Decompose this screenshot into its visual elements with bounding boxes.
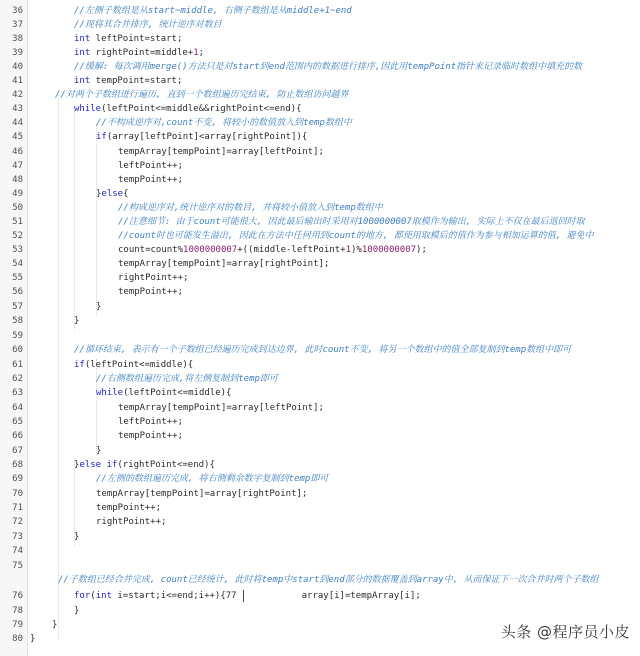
- code-line[interactable]: [118, 272, 188, 285]
- code-comment: //左侧子数组是从start~middle, 右侧子数组是从middle+1~end: [74, 6, 352, 16]
- code-comment: //缓解: 每次调用merge()方法只是对start到end范围内的数据进行排序,因此用tempPoint指针来记录临时数组中填充的数: [74, 62, 583, 72]
- code-line[interactable]: [118, 230, 594, 243]
- code-line[interactable]: [118, 146, 324, 159]
- line-number: 76: [12, 591, 23, 601]
- code-comment: //现将其合并排序, 统计逆序对数目: [74, 20, 222, 30]
- code-line[interactable]: [55, 89, 349, 102]
- code-line[interactable]: [118, 286, 183, 299]
- code-token: {: [123, 189, 129, 199]
- code-line[interactable]: [74, 344, 571, 357]
- code-token: }: [52, 620, 58, 630]
- code-line[interactable]: [118, 202, 383, 215]
- code-line[interactable]: [118, 216, 585, 229]
- code-comment: //循环结束, 表示有一个子数组已经遍历完成到达边界, 此时count不变, 将另一个数组中的值全部复制到temp数组中即可: [74, 345, 572, 355]
- code-token: );: [416, 245, 427, 255]
- code-line[interactable]: [118, 430, 183, 443]
- code-token: (leftPoint<=middle){: [123, 388, 232, 398]
- line-number: 37: [12, 20, 23, 30]
- code-token: )%: [351, 245, 362, 255]
- code-number: 1: [345, 245, 352, 255]
- code-token: [237, 591, 302, 601]
- code-token: tempArray[tempPoint]=array[leftPoint];: [118, 403, 324, 413]
- code-token: }: [74, 316, 80, 326]
- code-keyword: else: [101, 189, 124, 199]
- line-number: 67: [12, 446, 23, 456]
- code-token: tempArray[tempPoint]=array[leftPoint];: [118, 147, 324, 157]
- code-token: }: [74, 532, 80, 542]
- code-token: }: [96, 446, 102, 456]
- line-number: 73: [12, 532, 23, 542]
- line-number: 43: [12, 104, 23, 114]
- code-line[interactable]: [118, 244, 427, 257]
- code-line[interactable]: [118, 160, 183, 173]
- code-token: array[i]=tempArray[i];: [301, 591, 421, 601]
- code-token: rightPoint=middle+: [90, 48, 194, 58]
- code-line[interactable]: [96, 488, 307, 501]
- code-token: ;: [198, 48, 205, 58]
- code-token: }: [30, 634, 36, 644]
- line-number: 70: [12, 489, 23, 499]
- code-comment: //右侧数组遍历完成,将左侧复制到temp即可: [96, 374, 278, 384]
- code-line[interactable]: [96, 373, 278, 386]
- line-number: 52: [12, 231, 23, 241]
- code-token: rightPoint++;: [118, 273, 189, 283]
- code-line[interactable]: [74, 459, 215, 472]
- line-number: 79: [12, 620, 23, 630]
- code-token: rightPoint++;: [96, 517, 167, 527]
- code-token: tempPoint++;: [118, 175, 184, 185]
- line-number: 53: [12, 245, 23, 255]
- code-line[interactable]: [118, 416, 183, 429]
- line-number: 47: [12, 161, 23, 171]
- line-number: 60: [12, 345, 23, 355]
- code-keyword: int: [95, 591, 112, 601]
- code-token: }: [74, 606, 80, 616]
- text-cursor: [243, 590, 244, 602]
- code-line[interactable]: [74, 590, 421, 603]
- code-keyword: if: [96, 132, 107, 142]
- code-line[interactable]: [52, 619, 57, 632]
- code-line[interactable]: [74, 315, 79, 328]
- code-token: leftPoint=start;: [90, 34, 183, 44]
- code-line[interactable]: [96, 301, 101, 314]
- code-keyword: else if: [79, 460, 118, 470]
- code-token: tempPoint++;: [118, 287, 184, 297]
- code-token: tempPoint=start;: [90, 76, 183, 86]
- line-number: 55: [12, 273, 23, 283]
- code-line[interactable]: [74, 33, 182, 46]
- code-comment: //对两个子数组进行遍历, 直到一个数组遍历完结束, 防止数组访问越界: [55, 90, 349, 100]
- line-number: 68: [12, 460, 23, 470]
- line-number: 39: [12, 48, 23, 58]
- code-token: (leftPoint<=middle&&rightPoint<=end){: [101, 104, 302, 114]
- code-line[interactable]: [74, 359, 193, 372]
- line-number: 62: [12, 374, 23, 384]
- code-line[interactable]: [74, 47, 204, 60]
- code-token: (: [90, 591, 96, 601]
- code-line[interactable]: [74, 531, 79, 544]
- code-comment: //子数组已经合并完成, count已经统计, 此时将temp中start到end部分的数据覆盖到array中, 从而保证下一次合并时两个子数组: [58, 575, 599, 585]
- code-token: tempArray[tempPoint]=array[rightPoint];: [96, 489, 308, 499]
- line-number: 45: [12, 132, 23, 142]
- indent-guide: [58, 95, 59, 640]
- line-number: 49: [12, 189, 23, 199]
- code-line[interactable]: [96, 117, 352, 130]
- code-line[interactable]: [96, 516, 166, 529]
- indent-guide: [74, 110, 75, 330]
- code-line[interactable]: [118, 174, 183, 187]
- code-keyword: int: [74, 76, 91, 86]
- code-line[interactable]: [96, 387, 231, 400]
- code-keyword: for: [74, 591, 91, 601]
- code-line[interactable]: [96, 502, 161, 515]
- code-line[interactable]: [74, 5, 352, 18]
- line-number: 54: [12, 259, 23, 269]
- code-token: leftPoint++;: [118, 417, 184, 427]
- code-line[interactable]: [96, 473, 328, 486]
- line-number: 48: [12, 175, 23, 185]
- code-token: }: [96, 302, 102, 312]
- code-token: i=start;i<=end;i++){77: [111, 591, 237, 601]
- code-number: 1000000007: [361, 245, 417, 255]
- line-number: 64: [12, 403, 23, 413]
- line-number: 58: [12, 316, 23, 326]
- line-number: 41: [12, 76, 23, 86]
- code-line[interactable]: [118, 402, 324, 415]
- code-line[interactable]: [30, 633, 35, 646]
- line-number: 40: [12, 62, 23, 72]
- line-number: 61: [12, 360, 23, 370]
- line-number: 78: [12, 606, 23, 616]
- line-number: 63: [12, 388, 23, 398]
- code-token: count=count%: [118, 245, 184, 255]
- code-line[interactable]: [74, 103, 302, 116]
- line-number: 71: [12, 503, 23, 513]
- line-number: 38: [12, 34, 23, 44]
- code-token: tempPoint++;: [96, 503, 162, 513]
- code-token: leftPoint++;: [118, 161, 184, 171]
- code-line[interactable]: [74, 605, 79, 618]
- line-number: 56: [12, 287, 23, 297]
- code-comment: //注意细节: 由于count可能很大, 因此最后输出时采用对1000000007取模作为输出, 实际上不仅在最后返回时取: [118, 217, 585, 227]
- code-line[interactable]: [74, 19, 222, 32]
- code-token: tempArray[tempPoint]=array[rightPoint];: [118, 259, 330, 269]
- line-number: 57: [12, 302, 23, 312]
- code-token: }: [74, 460, 80, 470]
- code-keyword: while: [74, 104, 102, 114]
- indent-guide: [96, 124, 97, 315]
- line-number: 59: [12, 331, 23, 341]
- watermark: 头条 @程序员小皮: [500, 623, 630, 641]
- line-number: 36: [12, 6, 23, 16]
- code-line[interactable]: [96, 445, 101, 458]
- line-number-gutter: [0, 0, 28, 656]
- line-number: 50: [12, 203, 23, 213]
- code-number: 1000000007: [183, 245, 238, 255]
- line-number: 51: [12, 217, 23, 227]
- line-number: 44: [12, 118, 23, 128]
- line-number: 65: [12, 417, 23, 427]
- code-line[interactable]: [58, 574, 599, 587]
- code-line[interactable]: [74, 75, 182, 88]
- line-number: 80: [12, 634, 23, 644]
- code-keyword: int: [74, 34, 91, 44]
- code-comment: //构成逆序对,统计逆序对的数目, 并将较小值放入到temp数组中: [118, 203, 383, 213]
- code-comment: //count时也可能发生溢出, 因此在方法中任何用到count的地方, 都使用取模后的值作为参与相加运算的值, 避免中: [118, 231, 594, 241]
- line-number: 46: [12, 147, 23, 157]
- code-comment: //不构成逆序对,count不变, 将较小的数值放入到temp数组中: [96, 118, 352, 128]
- code-keyword: if: [74, 360, 85, 370]
- code-number: 1: [193, 48, 199, 58]
- code-keyword: int: [74, 48, 91, 58]
- line-number: 72: [12, 517, 23, 527]
- code-token: (rightPoint<=end){: [117, 460, 215, 470]
- line-number: 69: [12, 474, 23, 484]
- code-token: }: [96, 189, 102, 199]
- code-comment: //左侧的数组遍历完成, 将右侧剩余数字复制到temp即可: [96, 474, 329, 484]
- code-token: (leftPoint<=middle){: [84, 360, 194, 370]
- code-token: tempPoint++;: [118, 431, 184, 441]
- line-number: 66: [12, 431, 23, 441]
- code-keyword: while: [96, 388, 124, 398]
- line-number: 42: [12, 90, 23, 100]
- code-line[interactable]: [96, 188, 129, 201]
- code-line[interactable]: [74, 61, 582, 74]
- code-token: +((middle-leftPoint+: [237, 245, 346, 255]
- code-line[interactable]: [96, 131, 307, 144]
- line-number: 75: [12, 561, 23, 571]
- code-line[interactable]: [118, 258, 329, 271]
- line-number: 74: [12, 546, 23, 556]
- code-token: (array[leftPoint]<array[rightPoint]){: [106, 132, 308, 142]
